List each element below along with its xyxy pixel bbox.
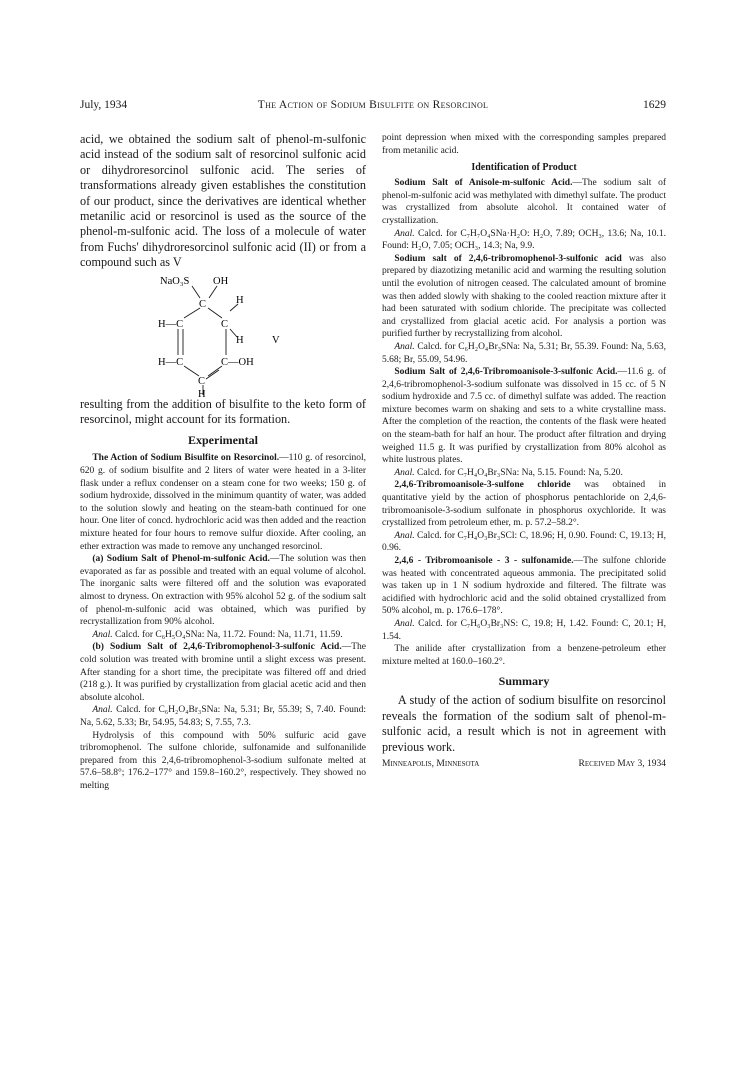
naso3s-label: NaO₃S: [160, 275, 190, 287]
hydrogen-label: H: [236, 294, 244, 306]
analysis-line: Anal. Calcd. for C₆H₂O₄Br₃SNa: Na, 5.31; Br, 55.39. Found: Na, 5.63, 5.68; Br, 55.09, 54.96.: [382, 341, 666, 365]
c-oh-label: C—OH: [221, 356, 254, 368]
page-number: 1629: [643, 99, 666, 111]
identification-heading: Identification of Product: [471, 162, 577, 174]
diazotization-paragraph: Sodium salt of 2,4,6-tribromophenol-3-sulfonic acid was also prepared by diazotizing metanilic acid and warming the resulting solution until the evolution of nitrogen ceased. The calculated amount of bromine was then added slowly with shaking to the cooled reaction mixture after it had been saturated with sodium chloride. The precipitate was collected and crystallized from glacial acetic acid. For analysis a portion was purified further by recrystallizing from alcohol.: [382, 253, 666, 340]
hydrolysis-paragraph: Hydrolysis of this compound with 50% sulfuric acid gave tribromophenol. The sulfone chloride, sulfonamide and sulfonanilide prepared from this 2,4,6-tribromophenol-3-sodium sulfonate melted at 57.6–58.8°; 176.2–177° and 159.8–160.2°, respectively. They showed no melting: [80, 730, 366, 791]
h-c-label: H—C: [158, 356, 184, 368]
tribromoanisole-salt-paragraph: Sodium Salt of 2,4,6-Tribromoanisole-3-sulfonic Acid.—11.6 g. of 2,4,6-tribromophenol-3-sodium sulfonate was dissolved in 15 cc. of 5 N sodium hydroxide and 7.5 cc. of dimethyl sulfate was added. The reaction mixture becomes warm on shaking and sets to a white crystalline mass. After the completion of the reaction, the contents of the flask were heated on the steam-bath for half an hour. The product after filtration and drying weighed 11.5 g. It was purified by crystallization from 80% alcohol as white lustrous plates.: [382, 367, 666, 466]
header-title: The Action of Sodium Bisulfite on Resorcinol: [257, 99, 489, 111]
procedure-title: The Action of Sodium Bisulfite on Resorcinol.: [92, 453, 280, 464]
carbon-label: C: [199, 298, 207, 310]
summary-heading: Summary: [498, 674, 550, 689]
part-a-paragraph: (a) Sodium Salt of Phenol-m-sulfonic Acid.—The solution was then evaporated as far as possible and treated with an equal volume of alcohol. The inorganic salts were filtered off and the solution was evaporated almost to dryness. On extraction with 95% alcohol 52 g. of the sodium salt of phenol-m-sulfonic acid was obtained, which was purified by recrystallization from 90% alcohol.: [80, 554, 366, 628]
header-date: July, 1934: [80, 99, 128, 111]
analysis-line: Anal. Calcd. for C₆H₂O₄Br₃SNa: Na, 5.31; Br, 55.39; S, 7.40. Found: Na, 5.62, 5.33; Br, 54.95, 54.83; S, 7.55, 7.3.: [80, 705, 366, 728]
summary-paragraph: A study of the action of sodium bisulfite on resorcinol reveals the formation of the sodium salt of phenol-m-sulfonic acid, a result which is not in agreement with previous work.: [382, 693, 666, 754]
experimental-heading: Experimental: [188, 433, 258, 448]
structure-v: [80, 271, 366, 397]
structure-label: V: [272, 334, 280, 346]
anilide-paragraph: The anilide after crystallization from a benzene-petroleum ether mixture melted at 160.0–160.2°.: [382, 644, 666, 667]
anisole-salt-paragraph: Sodium Salt of Anisole-m-sulfonic Acid.—The sodium salt of phenol-m-sulfonic acid was methylated with dimethyl sulfate. The product was crystallized from absolute alcohol. It contained water of crystallization.: [382, 178, 666, 226]
affiliation-line: [382, 757, 666, 771]
sulfone-chloride-paragraph: 2,4,6-Tribromoanisole-3-sulfone chloride was obtained in quantitative yield by the action of phosphorus pentachloride on 2,4,6-tribromoanisole-3-sodium sulfonate in phosphorus oxychloride. It was crystallized from petroleum ether, m. p. 57.2–58.2°.: [382, 480, 666, 529]
continuation-paragraph: point depression when mixed with the corresponding samples prepared from metanilic acid.: [382, 133, 666, 156]
analysis-line: Anal. Calcd. for C₇H₆O₃Br₃NS: C, 19.8; H, 1.42. Found: C, 20.1; H, 1.54.: [382, 618, 666, 642]
h-c-label: H—C: [158, 318, 184, 330]
running-header: [80, 97, 666, 113]
hydrogen-label: H: [236, 334, 244, 346]
after-structure-paragraph: resulting from the addition of bisulfite to the keto form of resorcinol, might account for its formation.: [80, 396, 366, 427]
analysis-line: Anal. Calcd. for C₇H₇O₄SNa·H₂O: H₂O, 7.89; OCH₃, 13.6; Na, 10.1. Found: H₂O, 7.05; OCH₃, 14.3; Na, 9.9.: [382, 228, 666, 252]
hydrogen-label: H: [198, 388, 206, 397]
carbon-label: C: [198, 375, 206, 387]
oh-label: OH: [213, 275, 229, 287]
structure-v-diagram: [80, 271, 366, 397]
procedure-paragraph: The Action of Sodium Bisulfite on Resorcinol.—110 g. of resorcinol, 620 g. of sodium bisulfite and 2 liters of water were heated in a 3-liter flask under a reflux condenser on a steam cone for two weeks; 150 g. of sodium hydroxide, dissolved in the minimum quantity of water, was added to the solution slowly and heating on the steam-bath continued for one hour. One liter of concd. hydrochloric acid was then added and the reaction mixture heated for four hours to remove sulfur dioxide. After cooling, an ether extraction was made to remove any unchanged resorcinol.: [80, 453, 366, 552]
received-date: Received May 3, 1934: [578, 758, 666, 769]
part-b-title: (b) Sodium Salt of 2,4,6-Tribromophenol-3-sulfonic Acid.: [92, 642, 342, 653]
carbon-label: C: [221, 318, 229, 330]
sulfonamide-paragraph: 2,4,6 - Tribromoanisole - 3 - sulfonamide.—The sulfone chloride was heated with concentrated aqueous ammonia. The precipitated solid was taken up in 1 N sodium hydroxide and filtered. The filtrate was acidified with hydrochloric acid and the solid obtained crystallized from 50% alcohol, m. p. 176.6–178°.: [382, 556, 666, 617]
analysis-line: Anal. Calcd. for C₇H₄O₃Br₃SCl: C, 18.96; H, 0.90. Found: C, 19.13; H, 0.96.: [382, 530, 666, 554]
analysis-line: Anal. Calcd. for C₇H₄O₄Br₃SNa: Na, 5.15. Found: Na, 5.20.: [394, 467, 623, 478]
intro-paragraph: acid, we obtained the sodium salt of phenol-m-sulfonic acid instead of the sodium salt of resorcinol sulfonic acid or dihydroresorcinol sulfonic acid. The series of transformations already given establishes the constitution of our product, since the derivatives are identical whether metanilic acid or resorcinol is used as the source of the phenol-m-sulfonic acid. The loss of a molecule of water from Fuchs' dihydroresorcinol sulfonic acid (II) or from a compound such as V: [80, 132, 366, 270]
analysis-line: Anal. Calcd. for C₆H₅O₄SNa: Na, 11.72. Found: Na, 11.71, 11.59.: [92, 629, 343, 640]
place: Minneapolis, Minnesota: [382, 758, 480, 769]
left-column: [80, 132, 366, 793]
part-b-paragraph: (b) Sodium Salt of 2,4,6-Tribromophenol-3-sulfonic Acid.—The cold solution was treated with bromine until a slight excess was present. After standing for a short time, the precipitate was filtered off and dried (218 g.). It was purified by crystallization from glacial acetic acid and then absolute alcohol.: [80, 642, 366, 703]
part-a-title: (a) Sodium Salt of Phenol-m-sulfonic Acid.: [92, 554, 270, 565]
right-column: [382, 132, 666, 771]
